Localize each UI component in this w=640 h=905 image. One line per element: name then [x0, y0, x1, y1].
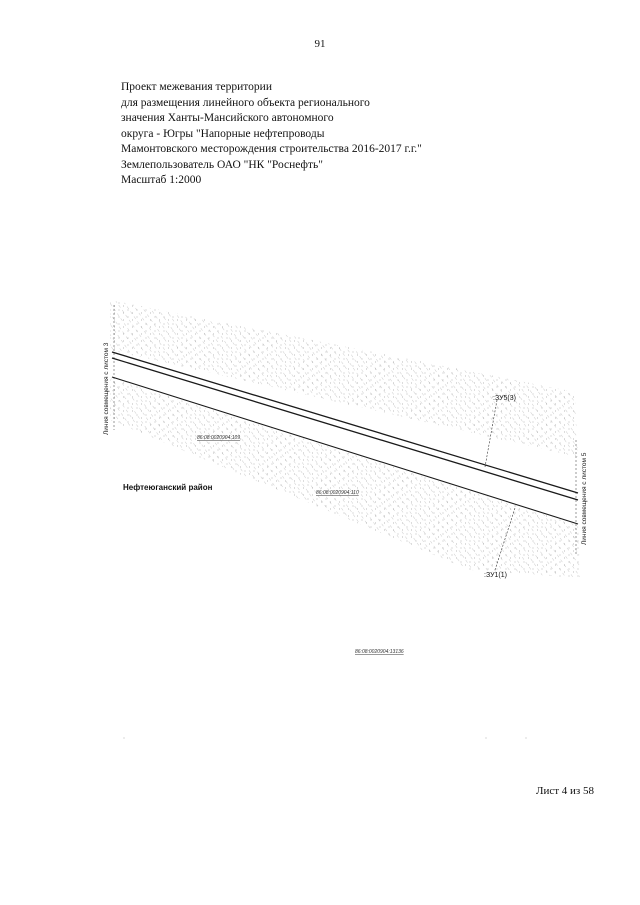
land-user-line: Землепользователь ОАО "НК "Роснефть"	[121, 158, 323, 171]
scan-mark	[526, 738, 527, 739]
match-line-right-label: Линия совмещения с листом 5	[581, 452, 588, 545]
title-line: округа - Югры "Напорные нефтепроводы	[121, 127, 325, 140]
title-line: значения Ханты-Мансийского автономного	[121, 112, 334, 124]
sheet-counter: Лист 4 из 58	[536, 785, 595, 797]
match-line-left-label: Линия совмещения с листом 3	[103, 342, 110, 435]
scan-mark	[124, 738, 125, 739]
page-number: 91	[314, 38, 326, 50]
cadastral-label-109: 86:08:0020904:109	[197, 435, 241, 441]
cadastral-label-13136: 86:08:0020904:13136	[355, 649, 404, 655]
parcel-label-zu1: :ЗУ1(1)	[484, 572, 507, 579]
scale-line: Масштаб 1:2000	[121, 174, 202, 186]
title-line: для размещения линейного объекта регионального	[121, 96, 370, 109]
title-line: Мамонтовского месторождения строительства 2016-2017 г.г."	[121, 143, 422, 155]
title-line: Проект межевания территории	[121, 81, 272, 93]
parcel-label-zu5: :ЗУ5(3)	[493, 395, 516, 402]
cadastral-label-110: 86:08:0020904:110	[316, 490, 359, 496]
scan-mark	[486, 738, 487, 739]
district-label: Нефтеюганский район	[123, 483, 213, 492]
